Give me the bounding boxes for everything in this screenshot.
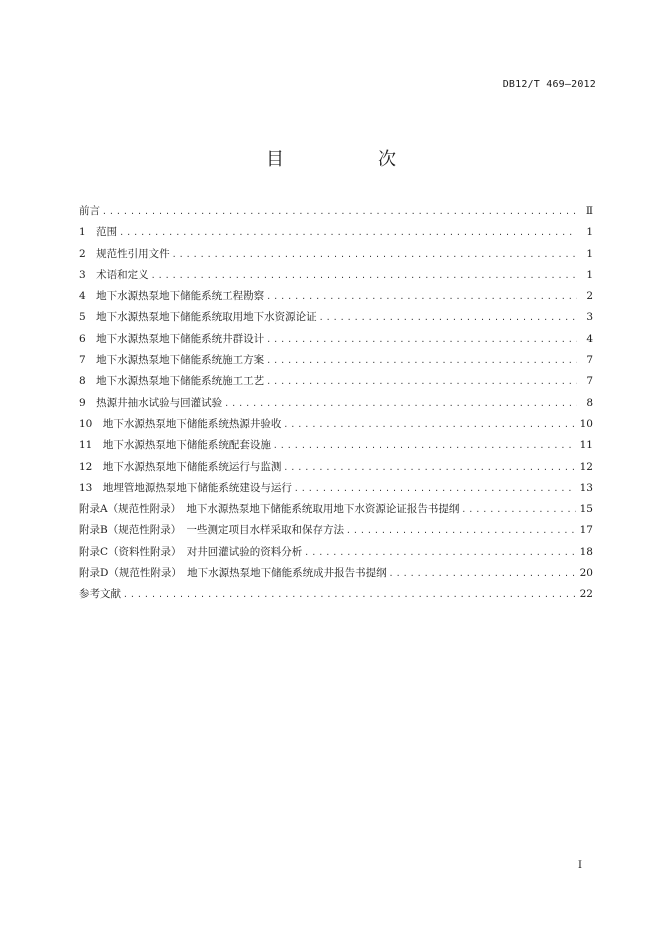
toc-leader-dots	[119, 222, 577, 243]
toc-leader-dots	[266, 329, 577, 350]
toc-entry-label: 附录D（规范性附录） 地下水源热泵地下储能系统成井报告书提纲	[79, 567, 387, 580]
toc-entry-appendix-b[interactable]	[79, 520, 593, 541]
toc-entry-13[interactable]	[79, 478, 593, 499]
toc-title: 目 次	[266, 149, 434, 170]
toc-entry-foreword[interactable]	[79, 201, 593, 222]
toc-entry-page: 2	[586, 290, 593, 303]
toc-entry-12[interactable]	[79, 457, 593, 478]
toc-leader-dots	[319, 307, 577, 328]
toc-leader-dots	[266, 371, 577, 392]
toc-leader-dots	[389, 563, 576, 584]
toc-entry-page: Ⅱ	[585, 205, 593, 217]
toc-entry-page: 20	[579, 567, 593, 580]
toc-entry-label: 7 地下水源热泵地下储能系统施工方案	[79, 354, 265, 367]
toc-entry-page: 7	[586, 375, 593, 388]
toc-entry-page: 3	[586, 311, 593, 324]
toc-entry-page: 22	[579, 588, 593, 601]
toc-entry-appendix-a[interactable]	[79, 499, 593, 520]
toc-entry-3[interactable]	[79, 265, 593, 286]
toc-entry-9[interactable]	[79, 393, 593, 414]
toc-leader-dots	[283, 414, 575, 435]
toc-leader-dots	[304, 542, 575, 563]
toc-entry-label: 12 地下水源热泵地下储能系统运行与监测	[79, 460, 282, 473]
toc-entry-page: 4	[586, 332, 593, 345]
toc-leader-dots	[102, 201, 577, 222]
toc-entry-page: 8	[586, 396, 593, 409]
toc-entry-label: 11 地下水源热泵地下储能系统配套设施	[79, 439, 271, 452]
standard-code: DB12/T 469—2012	[502, 79, 596, 90]
toc-entry-page: 18	[579, 545, 593, 558]
toc-leader-dots	[294, 478, 576, 499]
toc-entry-page: 7	[586, 354, 593, 367]
toc-entry-label: 1 范围	[79, 226, 118, 239]
toc-entry-label: 10 地下水源热泵地下储能系统热源井验收	[79, 417, 282, 430]
toc-entry-label: 8 地下水源热泵地下储能系统施工工艺	[79, 375, 265, 388]
table-of-contents	[79, 201, 593, 606]
toc-entry-5[interactable]	[79, 307, 593, 328]
toc-leader-dots	[172, 244, 577, 265]
toc-entry-page: 1	[586, 268, 593, 281]
toc-entry-2[interactable]	[79, 244, 593, 265]
toc-leader-dots	[151, 265, 577, 286]
toc-leader-dots	[266, 350, 577, 371]
toc-entry-label: 参考文献	[79, 588, 121, 601]
toc-leader-dots	[123, 584, 576, 605]
toc-entry-page: 15	[579, 503, 593, 516]
toc-leader-dots	[346, 520, 576, 541]
toc-leader-dots	[461, 499, 575, 520]
toc-entry-10[interactable]	[79, 414, 593, 435]
toc-entry-references[interactable]	[79, 584, 593, 605]
toc-entry-page: 10	[579, 417, 593, 430]
toc-entry-label: 前言	[79, 205, 100, 217]
toc-entry-page: 17	[579, 524, 593, 537]
toc-entry-label: 4 地下水源热泵地下储能系统工程勘察	[79, 290, 265, 303]
toc-entry-appendix-d[interactable]	[79, 563, 593, 584]
toc-entry-page: 13	[579, 481, 593, 494]
toc-entry-appendix-c[interactable]	[79, 542, 593, 563]
toc-entry-label: 13 地埋管地源热泵地下储能系统建设与运行	[79, 481, 292, 494]
toc-entry-8[interactable]	[79, 371, 593, 392]
toc-entry-label: 3 术语和定义	[79, 268, 149, 281]
toc-leader-dots	[273, 435, 576, 456]
toc-leader-dots	[283, 457, 575, 478]
toc-entry-label: 2 规范性引用文件	[79, 247, 170, 260]
toc-entry-label: 6 地下水源热泵地下储能系统井群设计	[79, 332, 265, 345]
toc-entry-label: 5 地下水源热泵地下储能系统取用地下水资源论证	[79, 311, 317, 324]
toc-entry-page: 11	[579, 439, 593, 452]
page-number: I	[578, 860, 582, 871]
toc-entry-label: 附录C（资料性附录） 对井回灌试验的资料分析	[79, 545, 303, 558]
toc-entry-label: 附录B（规范性附录） 一些测定项目水样采取和保存方法	[79, 524, 344, 537]
toc-entry-11[interactable]	[79, 435, 593, 456]
toc-entry-4[interactable]	[79, 286, 593, 307]
toc-entry-7[interactable]	[79, 350, 593, 371]
toc-entry-page: 1	[586, 247, 593, 260]
toc-entry-label: 9 热源井抽水试验与回灌试验	[79, 396, 223, 409]
toc-entry-page: 12	[579, 460, 593, 473]
toc-entry-label: 附录A（规范性附录） 地下水源热泵地下储能系统取用地下水资源论证报告书提纲	[79, 503, 460, 516]
toc-entry-1[interactable]	[79, 222, 593, 243]
toc-entry-6[interactable]	[79, 329, 593, 350]
toc-leader-dots	[224, 393, 577, 414]
toc-leader-dots	[266, 286, 577, 307]
toc-entry-page: 1	[586, 226, 593, 239]
